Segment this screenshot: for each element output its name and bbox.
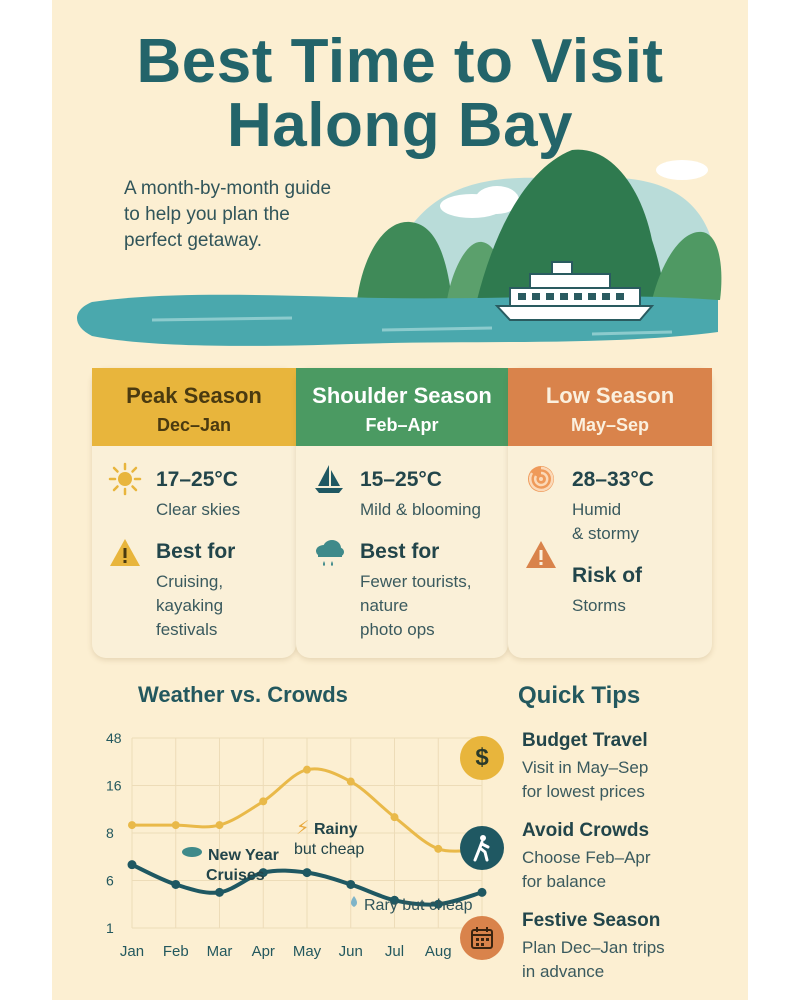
tip-title: Budget Travel — [522, 730, 648, 751]
warning-icon — [524, 538, 558, 572]
best-for-label: Best for — [156, 540, 236, 563]
infographic-poster — [52, 0, 748, 1000]
sailboat-icon — [312, 462, 346, 496]
best-for-line: festivals — [156, 620, 218, 639]
best-for-line: photo ops — [360, 620, 435, 639]
temperature-range: 17–25°C — [156, 468, 238, 491]
x-tick-label: May — [292, 943, 322, 960]
best-for-line: Cruising, — [156, 572, 224, 591]
data-point — [171, 880, 180, 889]
data-point — [391, 813, 399, 821]
subtitle-line-3: perfect getaway. — [124, 230, 263, 251]
x-tick-label: Jun — [338, 943, 363, 960]
x-tick-label: Aug — [424, 943, 452, 960]
tip-line: for lowest prices — [522, 782, 645, 801]
annotation-label: Cruises — [206, 867, 265, 884]
tip-title: Festive Season — [522, 910, 661, 931]
annotation-label: but cheap — [294, 841, 365, 858]
tip-title: Avoid Crowds — [522, 820, 650, 841]
lightning-icon: ⚡ — [296, 817, 310, 839]
tip-festive-season — [460, 910, 740, 990]
tip-line: in advance — [522, 962, 605, 981]
data-point — [259, 797, 267, 805]
weather-description: Mild & blooming — [360, 500, 481, 519]
season-card-shoulder — [296, 368, 508, 658]
x-tick-label: Apr — [251, 943, 275, 960]
dollar-icon — [460, 736, 504, 780]
typhoon-icon — [524, 462, 558, 496]
title-line-2: Halong Bay — [226, 91, 574, 160]
chart-title: Weather vs. Crowds — [138, 682, 348, 707]
season-card-low — [508, 368, 712, 658]
page-title — [52, 27, 748, 160]
data-point — [215, 888, 224, 897]
y-tick-label: 16 — [106, 777, 122, 794]
weather-description: & stormy — [572, 524, 640, 543]
tips-title: Quick Tips — [518, 682, 641, 709]
data-point — [172, 821, 180, 829]
dollar-symbol: $ — [475, 744, 489, 771]
data-point — [434, 845, 442, 853]
cloud-icon — [182, 847, 202, 857]
y-tick-label: 1 — [106, 920, 114, 936]
tip-line: for balance — [522, 872, 607, 891]
season-header — [508, 368, 712, 446]
data-point — [216, 821, 224, 829]
annotation-label: Rainy — [314, 821, 358, 838]
raindrop-icon — [351, 896, 357, 907]
data-point — [128, 860, 137, 869]
rain-cloud-icon — [312, 536, 346, 570]
subtitle-line-2: to help you plan the — [124, 204, 290, 225]
y-tick-label: 8 — [106, 825, 114, 841]
season-months: Dec–Jan — [156, 415, 232, 435]
best-for-line: kayaking — [156, 596, 224, 615]
y-tick-label: 48 — [106, 730, 122, 746]
calendar-icon — [460, 916, 504, 960]
weather-crowds-chart — [92, 720, 492, 980]
best-for-label: Best for — [360, 540, 440, 563]
season-months: Feb–Apr — [365, 415, 439, 435]
season-card-peak — [92, 368, 296, 658]
subtitle-line-1: A month-by-month guide — [124, 178, 332, 199]
annotation-label: Rary but cheap — [364, 897, 473, 914]
season-months: May–Sep — [570, 415, 650, 435]
temperature-range: 15–25°C — [360, 468, 442, 491]
data-point — [303, 766, 311, 774]
tip-description — [522, 846, 732, 894]
best-for-line: Fewer tourists, — [360, 572, 472, 591]
walking-person-icon — [460, 826, 504, 870]
season-header — [296, 368, 508, 446]
x-tick-label: Mar — [206, 943, 233, 960]
warning-icon — [108, 536, 142, 570]
tip-line: Visit in May–Sep — [522, 758, 649, 777]
y-tick-label: 6 — [106, 872, 114, 889]
season-name: Peak Season — [126, 383, 262, 408]
data-point — [303, 868, 312, 877]
annotation-label: New Year — [208, 847, 279, 864]
subtitle — [124, 176, 384, 254]
risk-line: Storms — [572, 596, 626, 615]
weather-description: Humid — [572, 500, 622, 519]
x-tick-label: Jan — [119, 943, 145, 960]
season-name: Shoulder Season — [312, 383, 492, 408]
weather-description: Clear skies — [156, 500, 241, 519]
data-point — [346, 880, 355, 889]
tip-budget-travel — [460, 730, 740, 810]
x-tick-label: Feb — [162, 943, 189, 960]
tip-description — [522, 756, 732, 804]
season-name: Low Season — [545, 383, 675, 408]
risk-label: Risk of — [572, 564, 643, 587]
data-point — [347, 778, 355, 786]
temperature-range: 28–33°C — [572, 468, 654, 491]
tip-description — [522, 936, 732, 984]
x-tick-label: Jul — [384, 943, 405, 960]
season-header — [92, 368, 296, 446]
best-for-line: nature — [360, 596, 409, 615]
sun-icon — [108, 462, 142, 496]
tip-line: Plan Dec–Jan trips — [522, 938, 665, 957]
tip-line: Choose Feb–Apr — [522, 848, 651, 867]
data-point — [128, 821, 136, 829]
title-line-1: Best Time to Visit — [136, 27, 664, 96]
tip-avoid-crowds — [460, 820, 740, 900]
